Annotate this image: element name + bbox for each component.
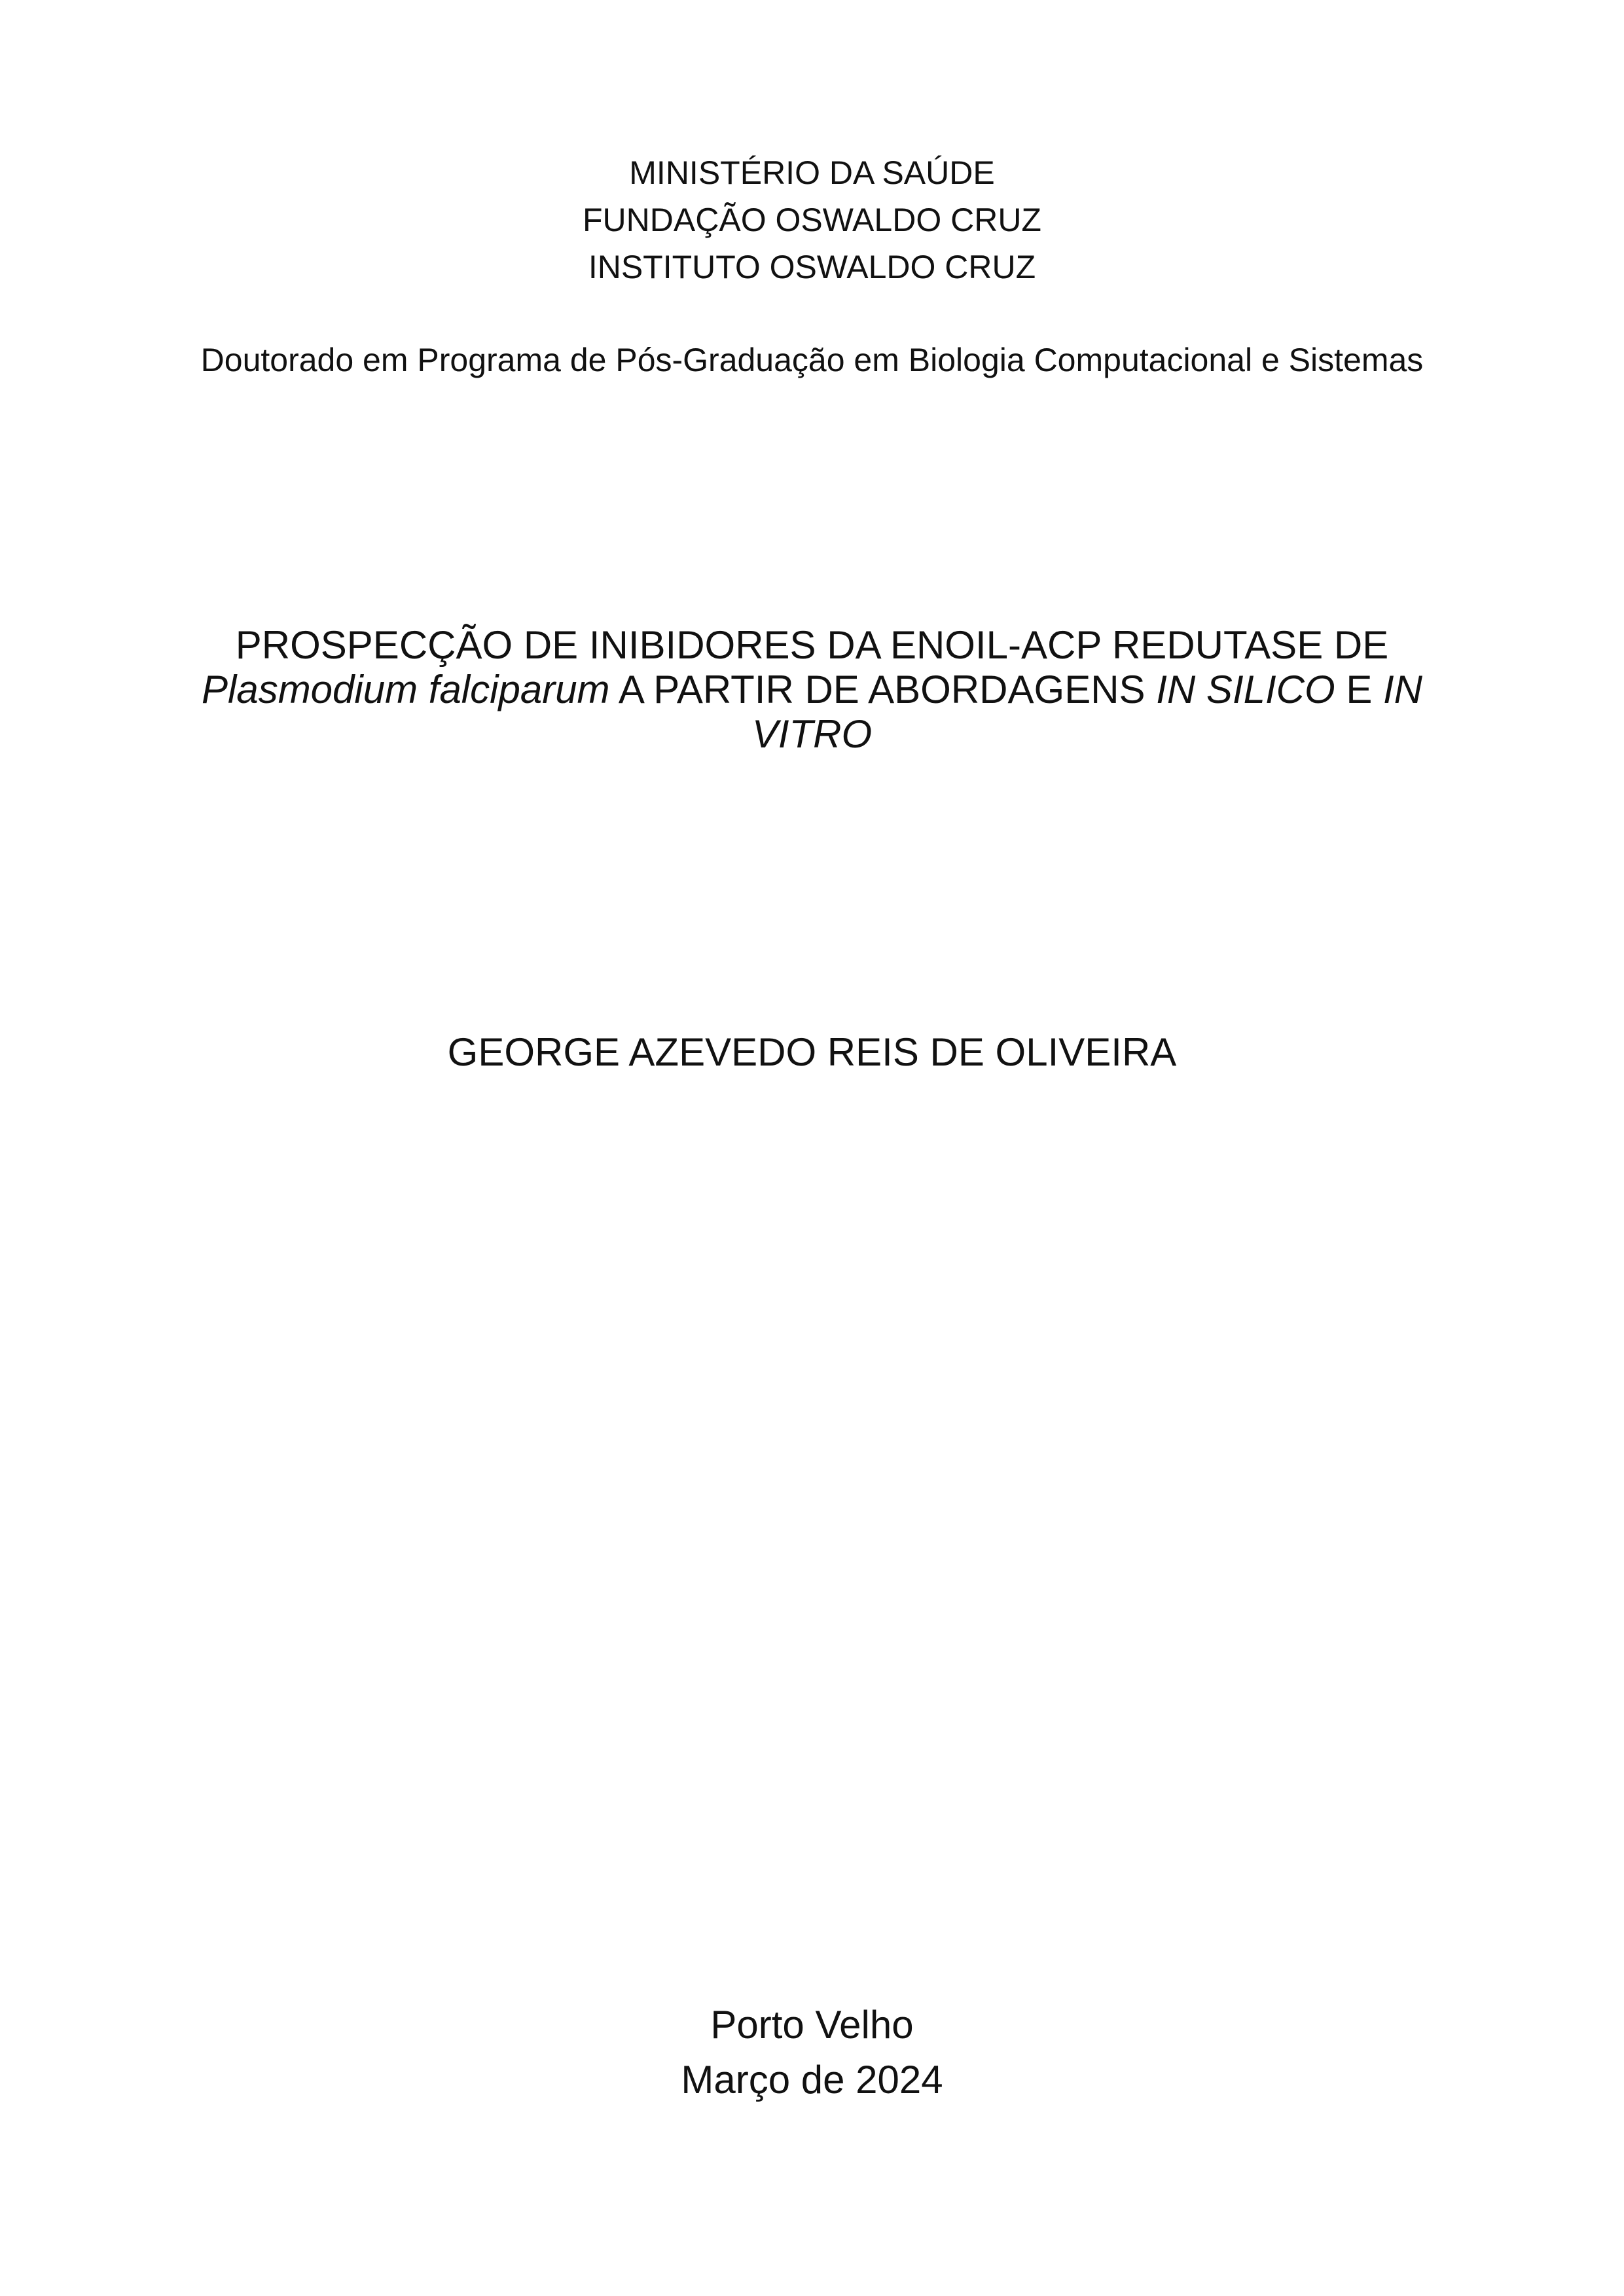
title-text-a: A PARTIR DE ABORDAGENS	[609, 668, 1157, 711]
title-line-2	[0, 665, 1624, 715]
title-line-3	[0, 709, 1624, 759]
city: Porto Velho	[710, 2003, 914, 2047]
title-vitro: VITRO	[751, 712, 873, 756]
foundation-name: FUNDAÇÃO OSWALDO CRUZ	[583, 202, 1041, 238]
program-name: Doutorado em Programa de Pós-Graduação em Biologia Computacional e Sistemas	[200, 342, 1424, 378]
title-species: Plasmodium falciparum	[201, 668, 610, 711]
ministry-name: MINISTÉRIO DA SAÚDE	[629, 154, 995, 191]
title-line-1: PROSPECÇÃO DE INIBIDORES DA ENOIL-ACP REDUTASE DE	[235, 623, 1389, 667]
author-name: GEORGE AZEVEDO REIS DE OLIVEIRA	[447, 1030, 1177, 1074]
title-text-b: E	[1335, 668, 1384, 711]
title-in: IN	[1383, 668, 1423, 711]
institute-name: INSTITUTO OSWALDO CRUZ	[588, 249, 1036, 285]
title-in-silico: IN SILICO	[1156, 668, 1335, 711]
date: Março de 2024	[681, 2058, 943, 2102]
